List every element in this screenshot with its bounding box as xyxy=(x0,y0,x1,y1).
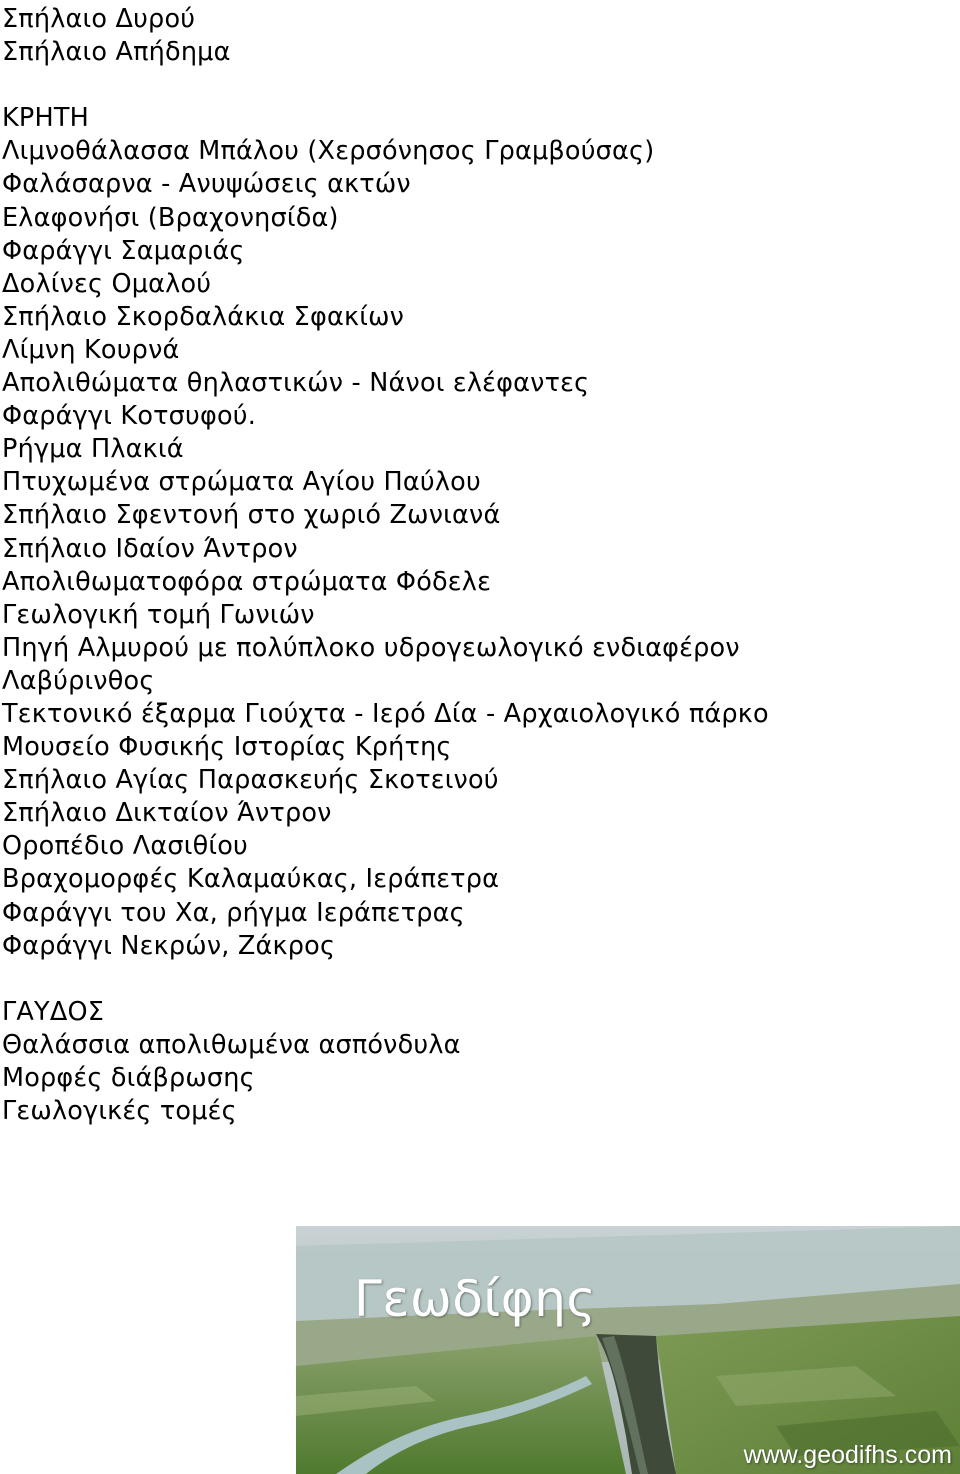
text-line: Σπήλαιο Σφεντονή στο χωριό Ζωνιανά xyxy=(2,500,501,531)
text-line: Ρήγμα Πλακιά xyxy=(2,434,184,465)
text-line: Σπήλαιο Αγίας Παρασκευής Σκοτεινού xyxy=(2,765,499,796)
text-line: Θαλάσσια απολιθωμένα ασπόνδυλα xyxy=(2,1029,461,1060)
text-line: Γεωλογικές τομές xyxy=(2,1096,237,1127)
text-line: Τεκτονικό έξαρμα Γιούχτα - Ιερό Δία - Αρχαιολογικό πάρκο xyxy=(2,698,769,729)
text-line: Φαράγγι Κοτσυφού. xyxy=(2,401,257,432)
text-line: Σπήλαιο Απήδημα xyxy=(2,37,231,68)
text-line: Σπήλαιο Δικταίον Άντρον xyxy=(2,798,332,829)
text-line: Πτυχωμένα στρώματα Αγίου Παύλου xyxy=(2,467,481,498)
text-line: Απολιθωματοφόρα στρώματα Φόδελε xyxy=(2,566,492,597)
text-line: Οροπέδιο Λασιθίου xyxy=(2,831,248,862)
document-text xyxy=(2,3,942,1128)
text-line: Σπήλαιο Ιδαίον Άντρον xyxy=(2,533,298,564)
text-line: Μορφές διάβρωσης xyxy=(2,1063,255,1093)
landscape-illustration xyxy=(296,1226,960,1474)
text-line: Λιμνοθάλασσα Μπάλου (Χερσόνησος Γραμβούσας) xyxy=(2,136,655,167)
text-line: Φαράγγι του Χα, ρήγμα Ιεράπετρας xyxy=(2,897,465,928)
text-line: Μουσείο Φυσικής Ιστορίας Κρήτης xyxy=(2,732,452,763)
blank-line xyxy=(2,69,942,102)
text-line: Σπήλαιο Δυρού xyxy=(2,4,196,34)
text-line: Απολιθώματα θηλαστικών - Νάνοι ελέφαντες xyxy=(2,368,590,399)
text-line: Φαλάσαρνα - Ανυψώσεις ακτών xyxy=(2,169,411,200)
text-line: Λίμνη Κουρνά xyxy=(2,334,180,365)
banner-title: Γεωδίφης xyxy=(354,1270,597,1328)
text-line: Βραχομορφές Καλαμαύκας, Ιεράπετρα xyxy=(2,864,500,895)
text-line: Δολίνες Ομαλού xyxy=(2,268,212,299)
text-line: Λαβύρινθος xyxy=(2,665,155,696)
section-heading-crete: ΚΡΗΤΗ xyxy=(2,103,90,134)
text-line: Φαράγγι Σαμαριάς xyxy=(2,235,245,266)
text-line: Πηγή Αλμυρού με πολύπλοκο υδρογεωλογικό ενδιαφέρον xyxy=(2,632,740,663)
banner-url: www.geodifhs.com xyxy=(743,1441,952,1469)
section-heading-gavdos: ΓΑΥΔΟΣ xyxy=(2,996,105,1027)
text-line: Ελαφονήσι (Βραχονησίδα) xyxy=(2,202,339,233)
blank-line xyxy=(2,963,942,996)
text-line: Φαράγγι Νεκρών, Ζάκρος xyxy=(2,930,336,961)
text-line: Σπήλαιο Σκορδαλάκια Σφακίων xyxy=(2,301,405,332)
text-line: Γεωλογική τομή Γωνιών xyxy=(2,599,315,630)
geodifis-banner-image xyxy=(296,1226,960,1474)
